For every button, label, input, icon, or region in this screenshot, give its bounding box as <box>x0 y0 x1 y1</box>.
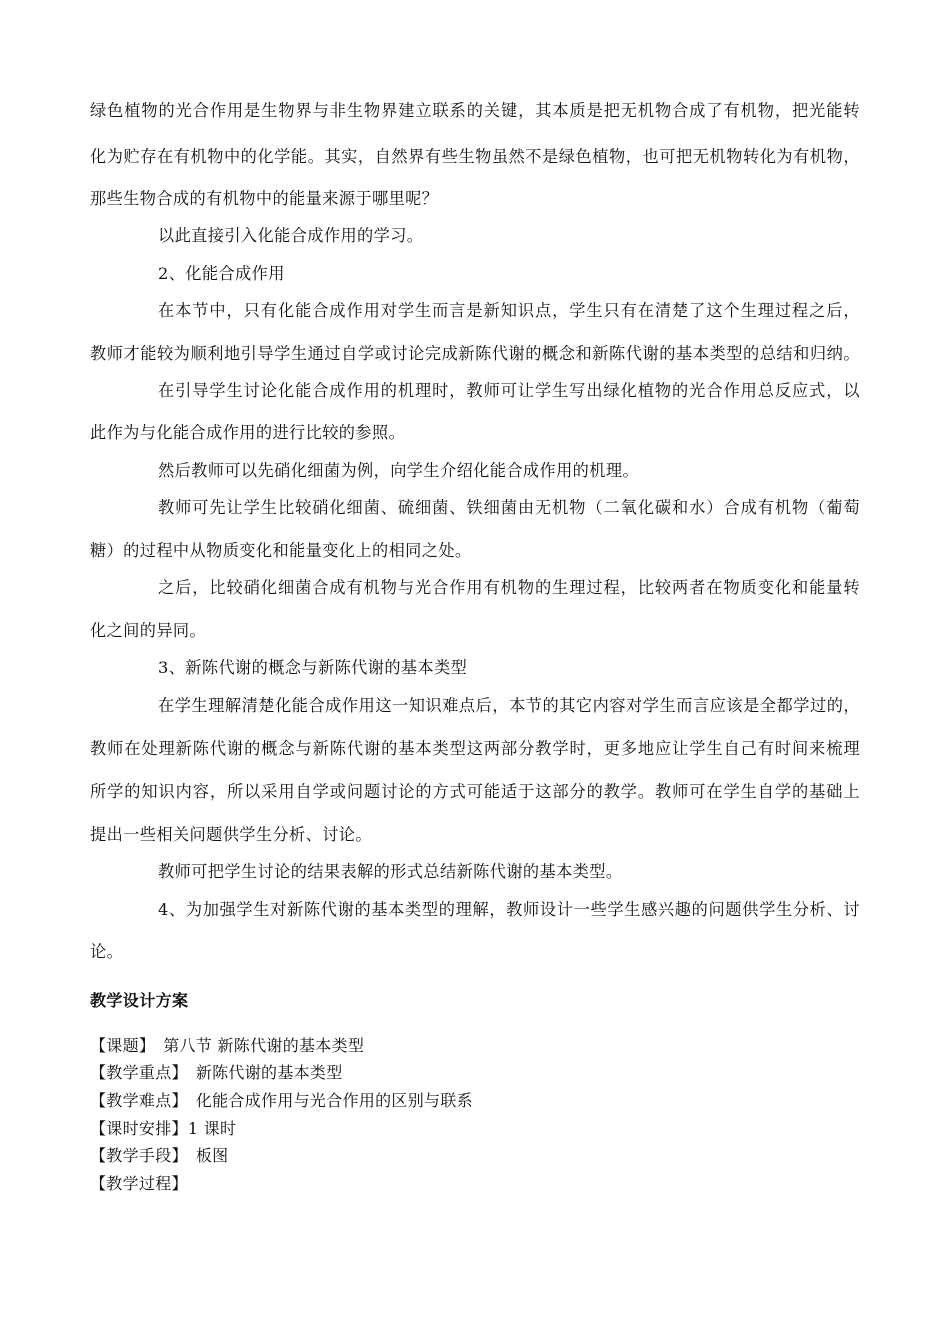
paragraph-12-line-1: 4、为加强学生对新陈代谢的基本类型的理解，教师设计一些学生感兴趣的问题供学生分析、讨 <box>158 900 860 919</box>
paragraph-10-line-2: 教师在处理新陈代谢的概念与新陈代谢的基本类型这两部分教学时，更多地应让学生自己有时间来梳理 <box>90 739 860 758</box>
paragraph-2: 以此直接引入化能合成作用的学习。 <box>158 226 424 245</box>
paragraph-4-line-1: 在本节中，只有化能合成作用对学生而言是新知识点，学生只有在清楚了这个生理过程之后， <box>158 301 860 320</box>
plan-row-difficulty <box>90 1091 473 1111</box>
plan-value: 板图 <box>195 1146 229 1165</box>
plan-key: 【教学重点】 <box>90 1063 188 1082</box>
plan-key: 【课题】 <box>90 1036 156 1055</box>
plan-row-focus <box>90 1063 343 1083</box>
paragraph-8-line-2: 化之间的异同。 <box>90 621 207 640</box>
paragraph-4-line-2: 教师才能较为顺利地引导学生通过自学或讨论完成新陈代谢的概念和新陈代谢的基本类型的总结和归纳。 <box>90 344 860 363</box>
plan-row-means <box>90 1146 228 1166</box>
document-page <box>90 0 860 1344</box>
paragraph-7-line-1: 教师可先让学生比较硝化细菌、硫细菌、铁细菌由无机物（二氧化碳和水）合成有机物（葡萄 <box>158 498 860 517</box>
plan-key: 【教学手段】 <box>90 1146 188 1165</box>
plan-key: 【教学过程】 <box>90 1174 188 1193</box>
plan-row-schedule <box>90 1119 236 1139</box>
paragraph-6: 然后教师可以先硝化细菌为例，向学生介绍化能合成作用的机理。 <box>158 461 640 480</box>
plan-value: 新陈代谢的基本类型 <box>195 1063 343 1082</box>
paragraph-1-line-2: 化为贮存在有机物中的化学能。其实，自然界有些生物虽然不是绿色植物，也可把无机物转化为有机物， <box>90 147 860 166</box>
plan-key: 【课时安排】 <box>90 1119 188 1138</box>
plan-value: 1 课时 <box>187 1119 237 1138</box>
paragraph-5-line-1: 在引导学生讨论化能合成作用的机理时，教师可让学生写出绿化植物的光合作用总反应式，以 <box>158 381 860 400</box>
plan-value: 第八节 新陈代谢的基本类型 <box>163 1036 365 1055</box>
paragraph-11: 教师可把学生讨论的结果表解的形式总结新陈代谢的基本类型。 <box>158 862 623 881</box>
paragraph-7-line-2: 糖）的过程中从物质变化和能量变化上的相同之处。 <box>90 541 472 560</box>
plan-value: 化能合成作用与光合作用的区别与联系 <box>195 1091 473 1110</box>
paragraph-10-line-3: 所学的知识内容，所以采用自学或问题讨论的方式可能适于这部分的教学。教师可在学生自学的基础上 <box>90 782 860 801</box>
paragraph-1-line-3: 那些生物合成的有机物中的能量来源于哪里呢？ <box>90 189 439 208</box>
plan-row-topic <box>90 1036 364 1056</box>
plan-row-process <box>90 1174 196 1194</box>
paragraph-5-line-2: 此作为与化能合成作用的进行比较的参照。 <box>90 423 406 442</box>
subsection-3-title: 3、新陈代谢的概念与新陈代谢的基本类型 <box>158 658 468 677</box>
paragraph-12-line-2: 论。 <box>90 942 124 961</box>
section-heading: 教学设计方案 <box>90 991 189 1010</box>
subsection-2-title: 2、化能合成作用 <box>158 264 285 283</box>
plan-key: 【教学难点】 <box>90 1091 188 1110</box>
paragraph-1-line-1: 绿色植物的光合作用是生物界与非生物界建立联系的关键，其本质是把无机物合成了有机物，把光能转 <box>90 101 860 120</box>
paragraph-10-line-4: 提出一些相关问题供学生分析、讨论。 <box>90 825 372 844</box>
paragraph-8-line-1: 之后，比较硝化细菌合成有机物与光合作用有机物的生理过程，比较两者在物质变化和能量转 <box>158 578 860 597</box>
paragraph-10-line-1: 在学生理解清楚化能合成作用这一知识难点后，本节的其它内容对学生而言应该是全都学过的， <box>158 696 860 715</box>
